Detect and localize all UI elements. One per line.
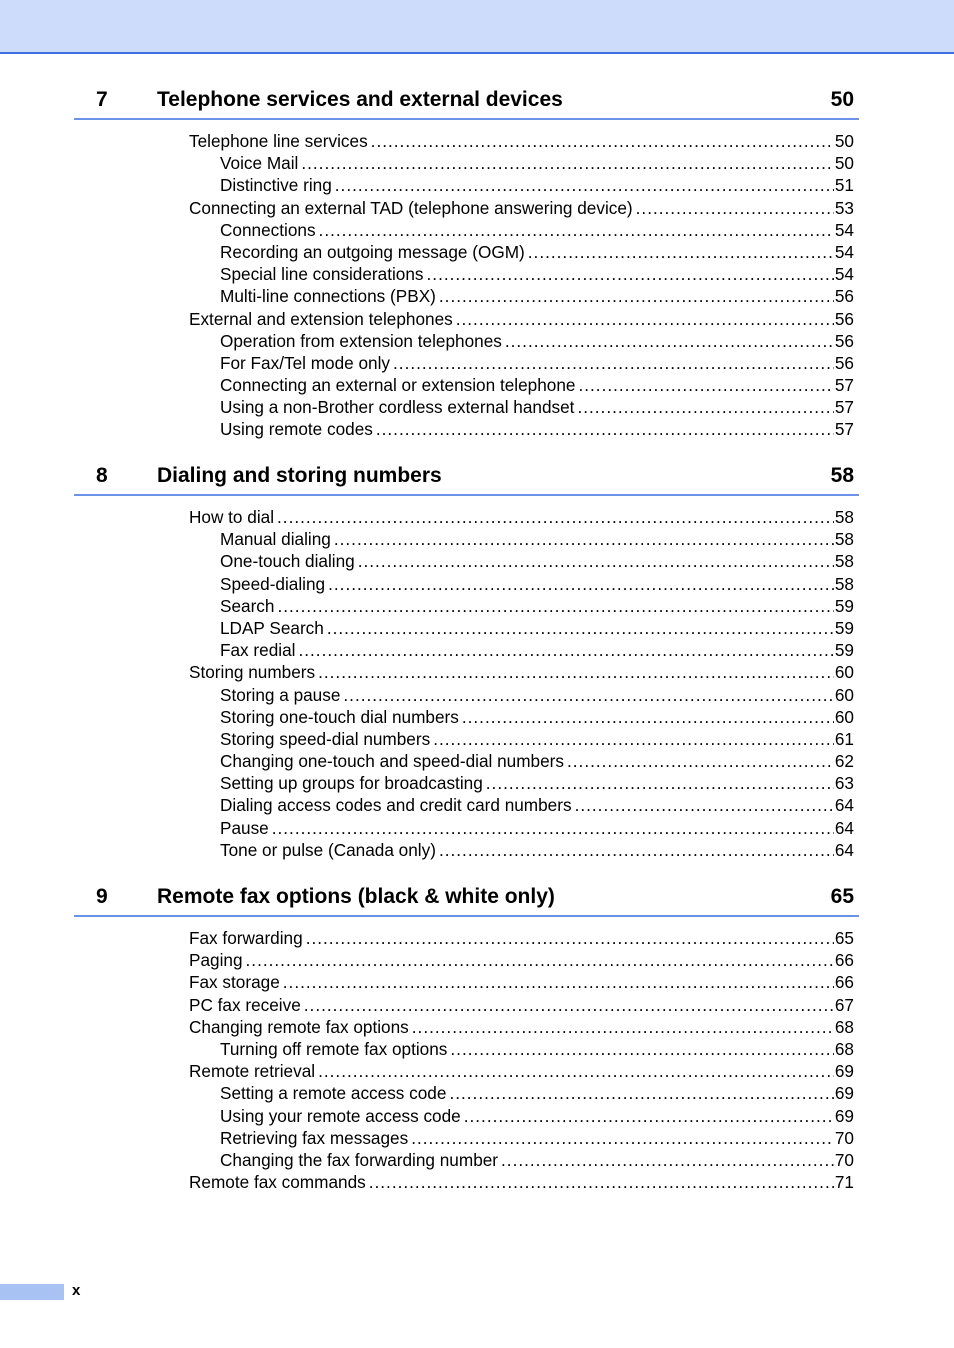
dot-leader	[277, 595, 833, 617]
dot-leader	[343, 684, 833, 706]
toc-entry[interactable]	[220, 573, 854, 595]
dot-leader	[298, 639, 833, 661]
toc-entry-page: 56	[834, 352, 854, 373]
toc-entry-page: 58	[834, 551, 854, 572]
chapter-title[interactable]: Dialing and storing numbers	[157, 464, 442, 487]
toc-entry-label: Storing one-touch dial numbers	[220, 706, 459, 727]
chapter-heading	[74, 885, 859, 917]
dot-leader	[318, 661, 834, 683]
toc-entry-label: Storing speed-dial numbers	[220, 728, 431, 749]
dot-leader	[328, 573, 834, 595]
toc-entry[interactable]	[220, 1038, 854, 1060]
toc-entry-label: Turning off remote fax options	[220, 1038, 448, 1059]
dot-leader	[371, 130, 834, 152]
toc-entry-label: Tone or pulse (Canada only)	[220, 839, 436, 860]
toc-entry-page: 57	[834, 419, 854, 440]
toc-entry-page: 59	[834, 617, 854, 638]
toc-entry[interactable]	[220, 330, 854, 352]
toc-entry-page: 56	[834, 330, 854, 351]
dot-leader	[277, 506, 834, 528]
dot-leader	[319, 219, 834, 241]
dot-leader	[427, 263, 834, 285]
toc-entry[interactable]	[220, 396, 854, 418]
toc-entry-label: External and extension telephones	[189, 308, 453, 329]
chapter-title[interactable]: Telephone services and external devices	[157, 88, 563, 111]
toc-entry[interactable]	[189, 971, 854, 993]
toc-entry[interactable]	[220, 263, 854, 285]
chapter-page-number: 58	[830, 464, 854, 487]
toc-entry[interactable]	[220, 839, 854, 861]
dot-leader	[433, 728, 834, 750]
toc-entry[interactable]	[189, 949, 854, 971]
toc-entry[interactable]	[220, 706, 854, 728]
toc-entry-label: Pause	[220, 817, 269, 838]
toc-entry[interactable]	[220, 1149, 854, 1171]
dot-leader	[449, 1082, 833, 1104]
chapter-heading	[74, 464, 859, 496]
toc-entry-page: 68	[834, 1016, 854, 1037]
toc-entry-label: One-touch dialing	[220, 551, 355, 572]
dot-leader	[369, 1171, 834, 1193]
toc-entry-page: 56	[834, 286, 854, 307]
dot-leader	[334, 528, 834, 550]
toc-entry-page: 60	[834, 662, 854, 683]
toc-entry-page: 58	[834, 507, 854, 527]
toc-entry-page: 64	[834, 795, 854, 816]
toc-entry[interactable]	[220, 794, 854, 816]
dot-leader	[412, 1016, 834, 1038]
chapter-page-number: 65	[830, 885, 854, 908]
dot-leader	[567, 750, 834, 772]
toc-entry-page: 57	[834, 375, 854, 396]
toc-entry-label: Telephone line services	[189, 131, 368, 151]
toc-entry[interactable]	[220, 684, 854, 706]
chapter-8-section	[74, 464, 859, 861]
toc-entry[interactable]	[189, 1060, 854, 1082]
toc-entry-page: 50	[834, 131, 854, 151]
toc-entry-label: Operation from extension telephones	[220, 330, 502, 351]
toc-entry-label: Storing numbers	[189, 662, 316, 683]
toc-entry-label: Remote retrieval	[189, 1061, 316, 1082]
chapter-7-section	[74, 88, 859, 441]
toc-entry-label: Remote fax commands	[189, 1172, 366, 1193]
dot-leader	[450, 1038, 833, 1060]
toc-entry-label: Multi-line connections (PBX)	[220, 286, 436, 307]
toc-entry-label: Retrieving fax messages	[220, 1127, 409, 1148]
toc-entry[interactable]	[220, 219, 854, 241]
dot-leader	[304, 994, 834, 1016]
toc-entry-page: 64	[834, 817, 854, 838]
toc-entry[interactable]	[220, 639, 854, 661]
toc-entry-page: 56	[834, 308, 854, 329]
toc-entry[interactable]	[220, 418, 854, 440]
toc-entry[interactable]	[220, 374, 854, 396]
toc-entry-page: 58	[834, 573, 854, 594]
dot-leader	[335, 174, 834, 196]
toc-entry-page: 70	[834, 1149, 854, 1170]
dot-leader	[301, 152, 834, 174]
chapter-heading	[74, 88, 859, 120]
toc-entry-page: 59	[834, 640, 854, 661]
toc-entry-label: Fax storage	[189, 972, 280, 993]
toc-entry[interactable]	[220, 728, 854, 750]
toc-entries	[74, 506, 859, 861]
toc-entry-label: Fax forwarding	[189, 928, 303, 948]
toc-entry-label: Setting a remote access code	[220, 1083, 447, 1104]
toc-entry-label: Distinctive ring	[220, 175, 332, 196]
dot-leader	[486, 772, 834, 794]
dot-leader	[505, 330, 834, 352]
toc-entry[interactable]	[189, 927, 854, 949]
toc-entry-label: Changing remote fax options	[189, 1016, 409, 1037]
toc-entry-page: 69	[834, 1061, 854, 1082]
toc-entries	[74, 130, 859, 441]
toc-entry-page: 58	[834, 529, 854, 550]
toc-entry[interactable]	[220, 285, 854, 307]
toc-entry[interactable]	[220, 617, 854, 639]
toc-entry-label: Setting up groups for broadcasting	[220, 773, 483, 794]
dot-leader	[327, 617, 834, 639]
dot-leader	[358, 550, 834, 572]
toc-entry-page: 51	[834, 175, 854, 196]
dot-leader	[439, 839, 834, 861]
dot-leader	[411, 1127, 834, 1149]
toc-entry-label: Manual dialing	[220, 529, 331, 550]
toc-entry[interactable]	[220, 352, 854, 374]
toc-entry-label: Dialing access codes and credit card numbers	[220, 795, 572, 816]
toc-entry-page: 70	[834, 1127, 854, 1148]
toc-entry-label: Search	[220, 595, 275, 616]
toc-entry[interactable]	[189, 197, 854, 219]
toc-entry-page: 54	[834, 241, 854, 262]
chapter-number: 8	[96, 464, 108, 487]
toc-entry-page: 61	[834, 728, 854, 749]
toc-entry-page: 65	[834, 928, 854, 948]
toc-entry[interactable]	[189, 1171, 854, 1193]
toc-entry-page: 54	[834, 219, 854, 240]
toc-entry-label: Fax redial	[220, 640, 296, 661]
toc-entry-page: 71	[834, 1172, 854, 1193]
toc-entry[interactable]	[220, 550, 854, 572]
toc-entry-page: 64	[834, 839, 854, 860]
toc-entry[interactable]	[189, 506, 854, 528]
toc-entry-page: 60	[834, 706, 854, 727]
toc-entry-label: Using remote codes	[220, 419, 373, 440]
chapter-number: 7	[96, 88, 108, 111]
toc-entry-label: Voice Mail	[220, 153, 299, 174]
toc-entry[interactable]	[189, 661, 854, 683]
toc-entry-page: 53	[834, 197, 854, 218]
toc-entry[interactable]	[189, 130, 854, 152]
toc-entry[interactable]	[220, 1082, 854, 1104]
toc-entry[interactable]	[220, 750, 854, 772]
dot-leader	[456, 308, 834, 330]
dot-leader	[501, 1149, 834, 1171]
footer-page-number: x	[72, 1282, 81, 1299]
toc-entry[interactable]	[189, 994, 854, 1016]
toc-entry-page: 66	[834, 972, 854, 993]
toc-entry[interactable]	[220, 174, 854, 196]
toc-entry-page: 62	[834, 751, 854, 772]
toc-entry-label: Connections	[220, 219, 316, 240]
toc-entry-page: 57	[834, 397, 854, 418]
toc-entry-label: Special line considerations	[220, 264, 424, 285]
dot-leader	[439, 285, 834, 307]
toc-entry[interactable]	[220, 152, 854, 174]
toc-entry-label: Speed-dialing	[220, 573, 326, 594]
toc-entry-page: 67	[834, 994, 854, 1015]
toc-entry-label: Using a non-Brother cordless external handset	[220, 397, 575, 418]
chapter-9-section	[74, 885, 859, 1193]
toc-entry[interactable]	[220, 772, 854, 794]
dot-leader	[575, 794, 834, 816]
toc-entry-label: Connecting an external TAD (telephone answering device)	[189, 197, 633, 218]
toc-entry-label: Changing the fax forwarding number	[220, 1149, 499, 1170]
toc-entry-page: 68	[834, 1038, 854, 1059]
dot-leader	[462, 706, 834, 728]
chapter-number: 9	[96, 885, 108, 908]
dot-leader	[246, 949, 834, 971]
dot-leader	[306, 927, 834, 949]
toc-entry[interactable]	[220, 595, 854, 617]
toc-entry-label: For Fax/Tel mode only	[220, 352, 391, 373]
dot-leader	[578, 374, 833, 396]
toc-entry[interactable]	[220, 528, 854, 550]
dot-leader	[376, 418, 834, 440]
toc-entry-label: Connecting an external or extension telephone	[220, 375, 576, 396]
toc-entry-page: 69	[834, 1083, 854, 1104]
toc-entry[interactable]	[220, 817, 854, 839]
toc-entry-page: 50	[834, 153, 854, 174]
chapter-page-number: 50	[830, 88, 854, 111]
toc-entry-page: 54	[834, 264, 854, 285]
dot-leader	[393, 352, 834, 374]
toc-entry-label: Using your remote access code	[220, 1105, 461, 1126]
toc-entry-page: 63	[834, 773, 854, 794]
toc-entries	[74, 927, 859, 1193]
dot-leader	[577, 396, 833, 418]
toc-entry-label: LDAP Search	[220, 617, 324, 638]
dot-leader	[528, 241, 834, 263]
toc-entry-label: Paging	[189, 950, 243, 971]
toc-entry-page: 66	[834, 950, 854, 971]
toc-entry[interactable]	[189, 1016, 854, 1038]
dot-leader	[283, 971, 834, 993]
toc-entry[interactable]	[189, 308, 854, 330]
toc-entry-label: Storing a pause	[220, 684, 341, 705]
toc-entry-page: 60	[834, 684, 854, 705]
footer-tab	[0, 1284, 64, 1300]
toc-entry-label: How to dial	[189, 507, 275, 527]
chapter-title[interactable]: Remote fax options (black & white only)	[157, 885, 555, 908]
toc-entry[interactable]	[220, 241, 854, 263]
toc-entry[interactable]	[220, 1105, 854, 1127]
toc-entry[interactable]	[220, 1127, 854, 1149]
toc-entry-page: 69	[834, 1105, 854, 1126]
header-band	[0, 0, 954, 54]
dot-leader	[272, 817, 834, 839]
toc-entry-page: 59	[834, 595, 854, 616]
dot-leader	[464, 1105, 834, 1127]
toc-entry-label: Recording an outgoing message (OGM)	[220, 241, 525, 262]
toc-entry-label: Changing one-touch and speed-dial numbers	[220, 751, 564, 772]
dot-leader	[318, 1060, 834, 1082]
dot-leader	[636, 197, 834, 219]
toc-entry-label: PC fax receive	[189, 994, 301, 1015]
